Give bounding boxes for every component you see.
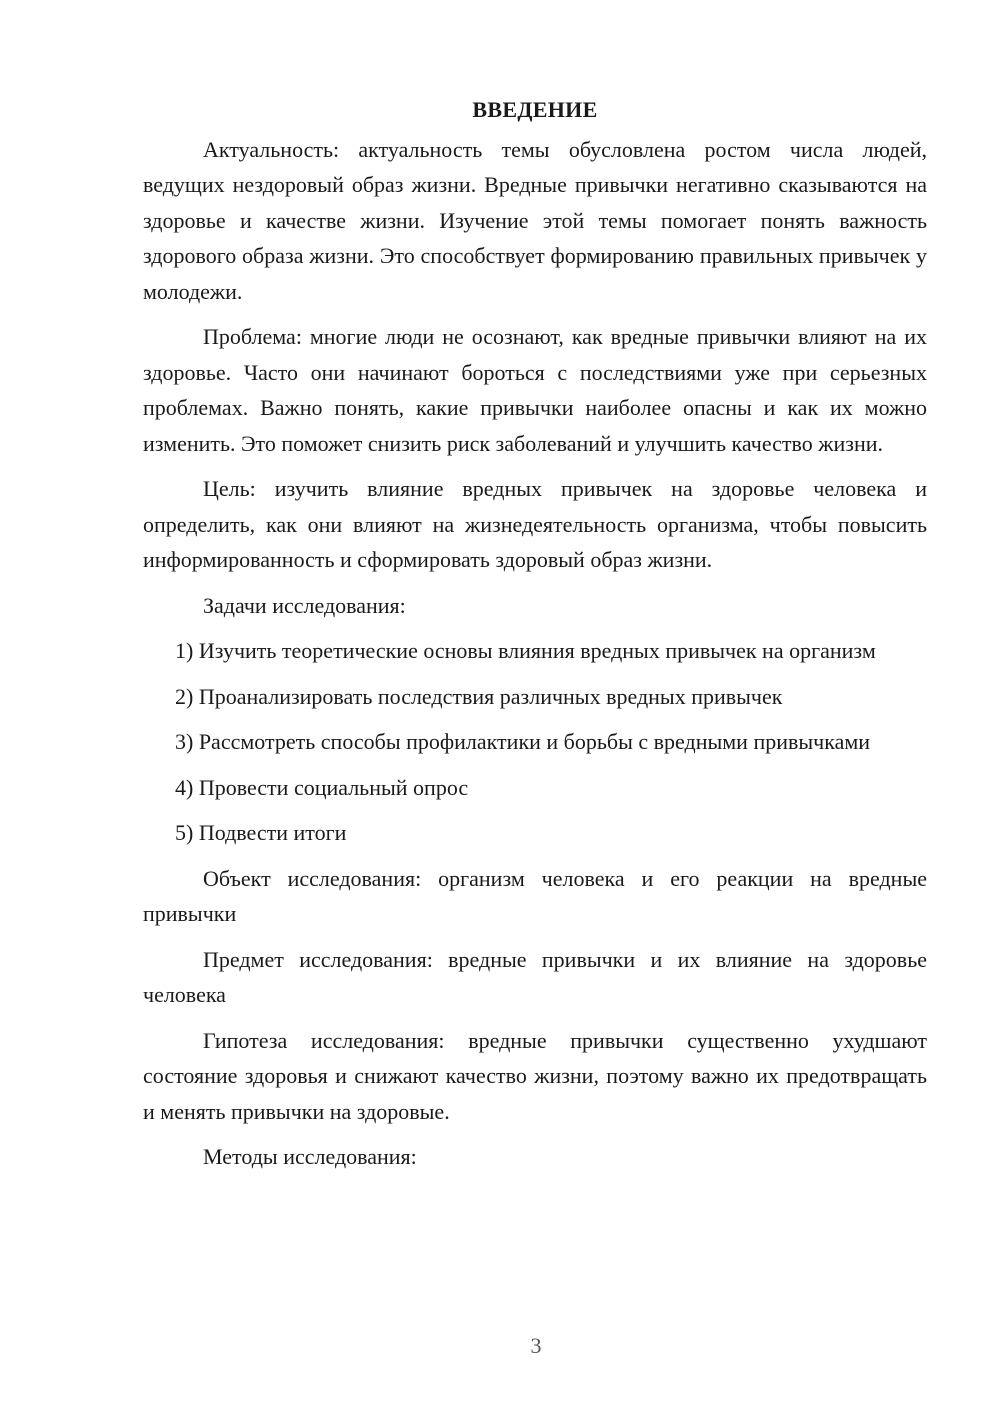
- paragraph-goal: Цель: изучить влияние вредных привычек на здоровье человека и определить, как они влияют на жизнедеятельность организма, чтобы повысить информированность и сформировать здоровый образ жизни.: [143, 476, 927, 572]
- task-item-5: 5) Подвести итоги: [175, 820, 347, 845]
- paragraph-problem: Проблема: многие люди не осознают, как вредные привычки влияют на их здоровье. Часто они начинают бороться с последствиями уже при серьезных проблемах. Важно понять, какие привычки наиболее опасны и как их можно изменить. Это поможет снизить риск заболеваний и улучшить качество жизни.: [143, 324, 927, 456]
- section-title: ВВЕДЕНИЕ: [472, 97, 598, 122]
- paragraph-subject: Предмет исследования: вредные привычки и их влияние на здоровье человека: [143, 946, 927, 1007]
- paragraph-tasks-heading: Задачи исследования:: [203, 592, 406, 618]
- task-item-2: 2) Проанализировать последствия различных вредных привычек: [175, 683, 783, 709]
- page-content: [143, 92, 927, 1185]
- paragraph-methods: Методы исследования:: [203, 1144, 417, 1169]
- page-number: 3: [530, 1333, 542, 1358]
- task-item-4: 4) Провести социальный опрос: [175, 774, 469, 800]
- paragraph-hypothesis: Гипотеза исследования: вредные привычки существенно ухудшают состояние здоровья и снижают качество жизни, поэтому важно их предотвращать и менять привычки на здоровые.: [143, 1027, 927, 1124]
- paragraph-relevance: Актуальность: актуальность темы обусловлена ростом числа людей, ведущих нездоровый образ жизни. Вредные привычки негативно сказываются на здоровье и качестве жизни. Изучение этой темы помогает понять важность здорового образа жизни. Это способствует формированию правильных привычек у молодежи.: [143, 136, 927, 304]
- paragraph-object: Объект исследования: организм человека и его реакции на вредные привычки: [143, 865, 927, 926]
- task-item-3: 3) Рассмотреть способы профилактики и борьбы с вредными привычками: [175, 729, 871, 754]
- task-item-1: 1) Изучить теоретические основы влияния вредных привычек на организм: [175, 638, 876, 663]
